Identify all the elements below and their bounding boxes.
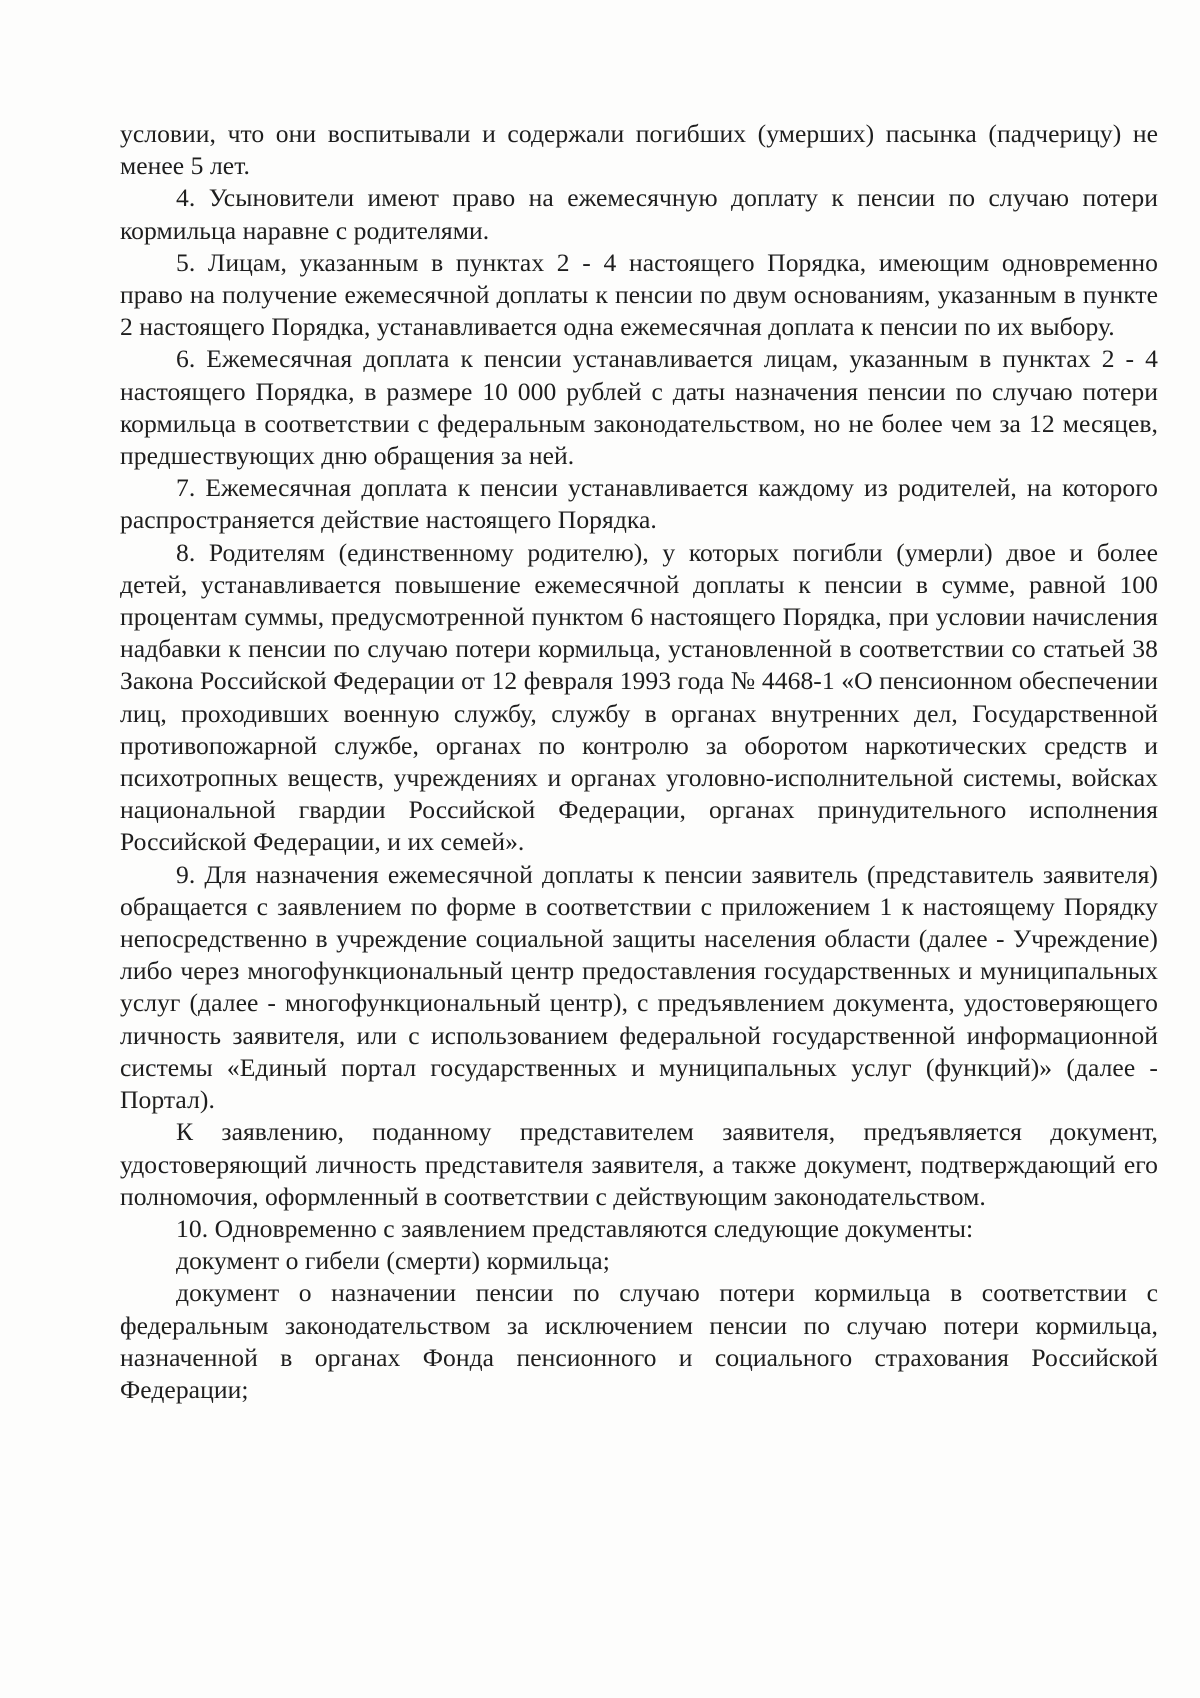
paragraph-item-9: 9. Для назначения ежемесячной доплаты к пенсии заявитель (представитель заявителя) обращается с заявлением по форме в соответствии с приложением 1 к настоящему Порядку непосредственно в учреждение социальной защиты населения области (далее - Учреждение) либо через многофункциональный центр предоставления государственных и муниципальных услуг (далее - многофункциональный центр), с предъявлением документа, удостоверяющего личность заявителя, или с использованием федеральной государственной информационной системы «Единый портал государственных и муниципальных услуг (функций)» (далее - Портал). bbox=[120, 859, 1158, 1115]
paragraph-item-10: 10. Одновременно с заявлением представляются следующие документы: bbox=[176, 1213, 974, 1243]
document-body bbox=[120, 118, 1158, 1406]
paragraph-item-6: 6. Ежемесячная доплата к пенсии устанавливается лицам, указанным в пунктах 2 - 4 настоящего Порядка, в размере 10 000 рублей с даты назначения пенсии по случаю потери кормильца в соответствии с федеральным законодательством, но не более чем за 12 месяцев, предшествующих дню обращения за ней. bbox=[120, 344, 1158, 471]
paragraph-representative: К заявлению, поданному представителем заявителя, предъявляется документ, удостоверяющий личность представителя заявителя, а также документ, подтверждающий его полномочия, оформленный в соответствии с действующим законодательством. bbox=[120, 1117, 1158, 1211]
paragraph-item-5: 5. Лицам, указанным в пунктах 2 - 4 настоящего Порядка, имеющим одновременно право на получение ежемесячной доплаты к пенсии по двум основаниям, указанным в пункте 2 настоящего Порядка, устанавливается одна ежемесячная доплата к пенсии по их выбору. bbox=[120, 247, 1158, 342]
paragraph-item-4: 4. Усыновители имеют право на ежемесячную доплату к пенсии по случаю потери кормильца наравне с родителями. bbox=[120, 183, 1158, 245]
paragraph-item-8: 8. Родителям (единственному родителю), у которых погибли (умерли) двое и более детей, устанавливается повышение ежемесячной доплаты к пенсии в сумме, равной 100 процентам суммы, предусмотренной пунктом 6 настоящего Порядка, при условии начисления надбавки к пенсии по случаю потери кормильца, установленной в соответствии со статьей 38 Закона Российской Федерации от 12 февраля 1993 года № 4468-1 «О пенсионном обеспечении лиц, проходивших военную службу, службу в органах внутренних дел, Государственной противопожарной службе, органах по контролю за оборотом наркотических средств и психотропных веществ, учреждениях и органах уголовно-исполнительной системы, войсках национальной гвардии Российской Федерации, органах принудительного исполнения Российской Федерации, и их семей». bbox=[120, 537, 1158, 857]
paragraph-continuation: условии, что они воспитывали и содержали погибших (умерших) пасынка (падчерицу) не менее 5 лет. bbox=[120, 119, 1158, 181]
paragraph-document-pension: документ о назначении пенсии по случаю потери кормильца в соответствии с федеральным законодательством за исключением пенсии по случаю потери кормильца, назначенной в органах Фонда пенсионного и социального страхования Российской Федерации; bbox=[120, 1278, 1158, 1404]
paragraph-item-7: 7. Ежемесячная доплата к пенсии устанавливается каждому из родителей, на которого распространяется действие настоящего Порядка. bbox=[120, 473, 1158, 535]
paragraph-document-death: документ о гибели (смерти) кормильца; bbox=[176, 1246, 610, 1276]
